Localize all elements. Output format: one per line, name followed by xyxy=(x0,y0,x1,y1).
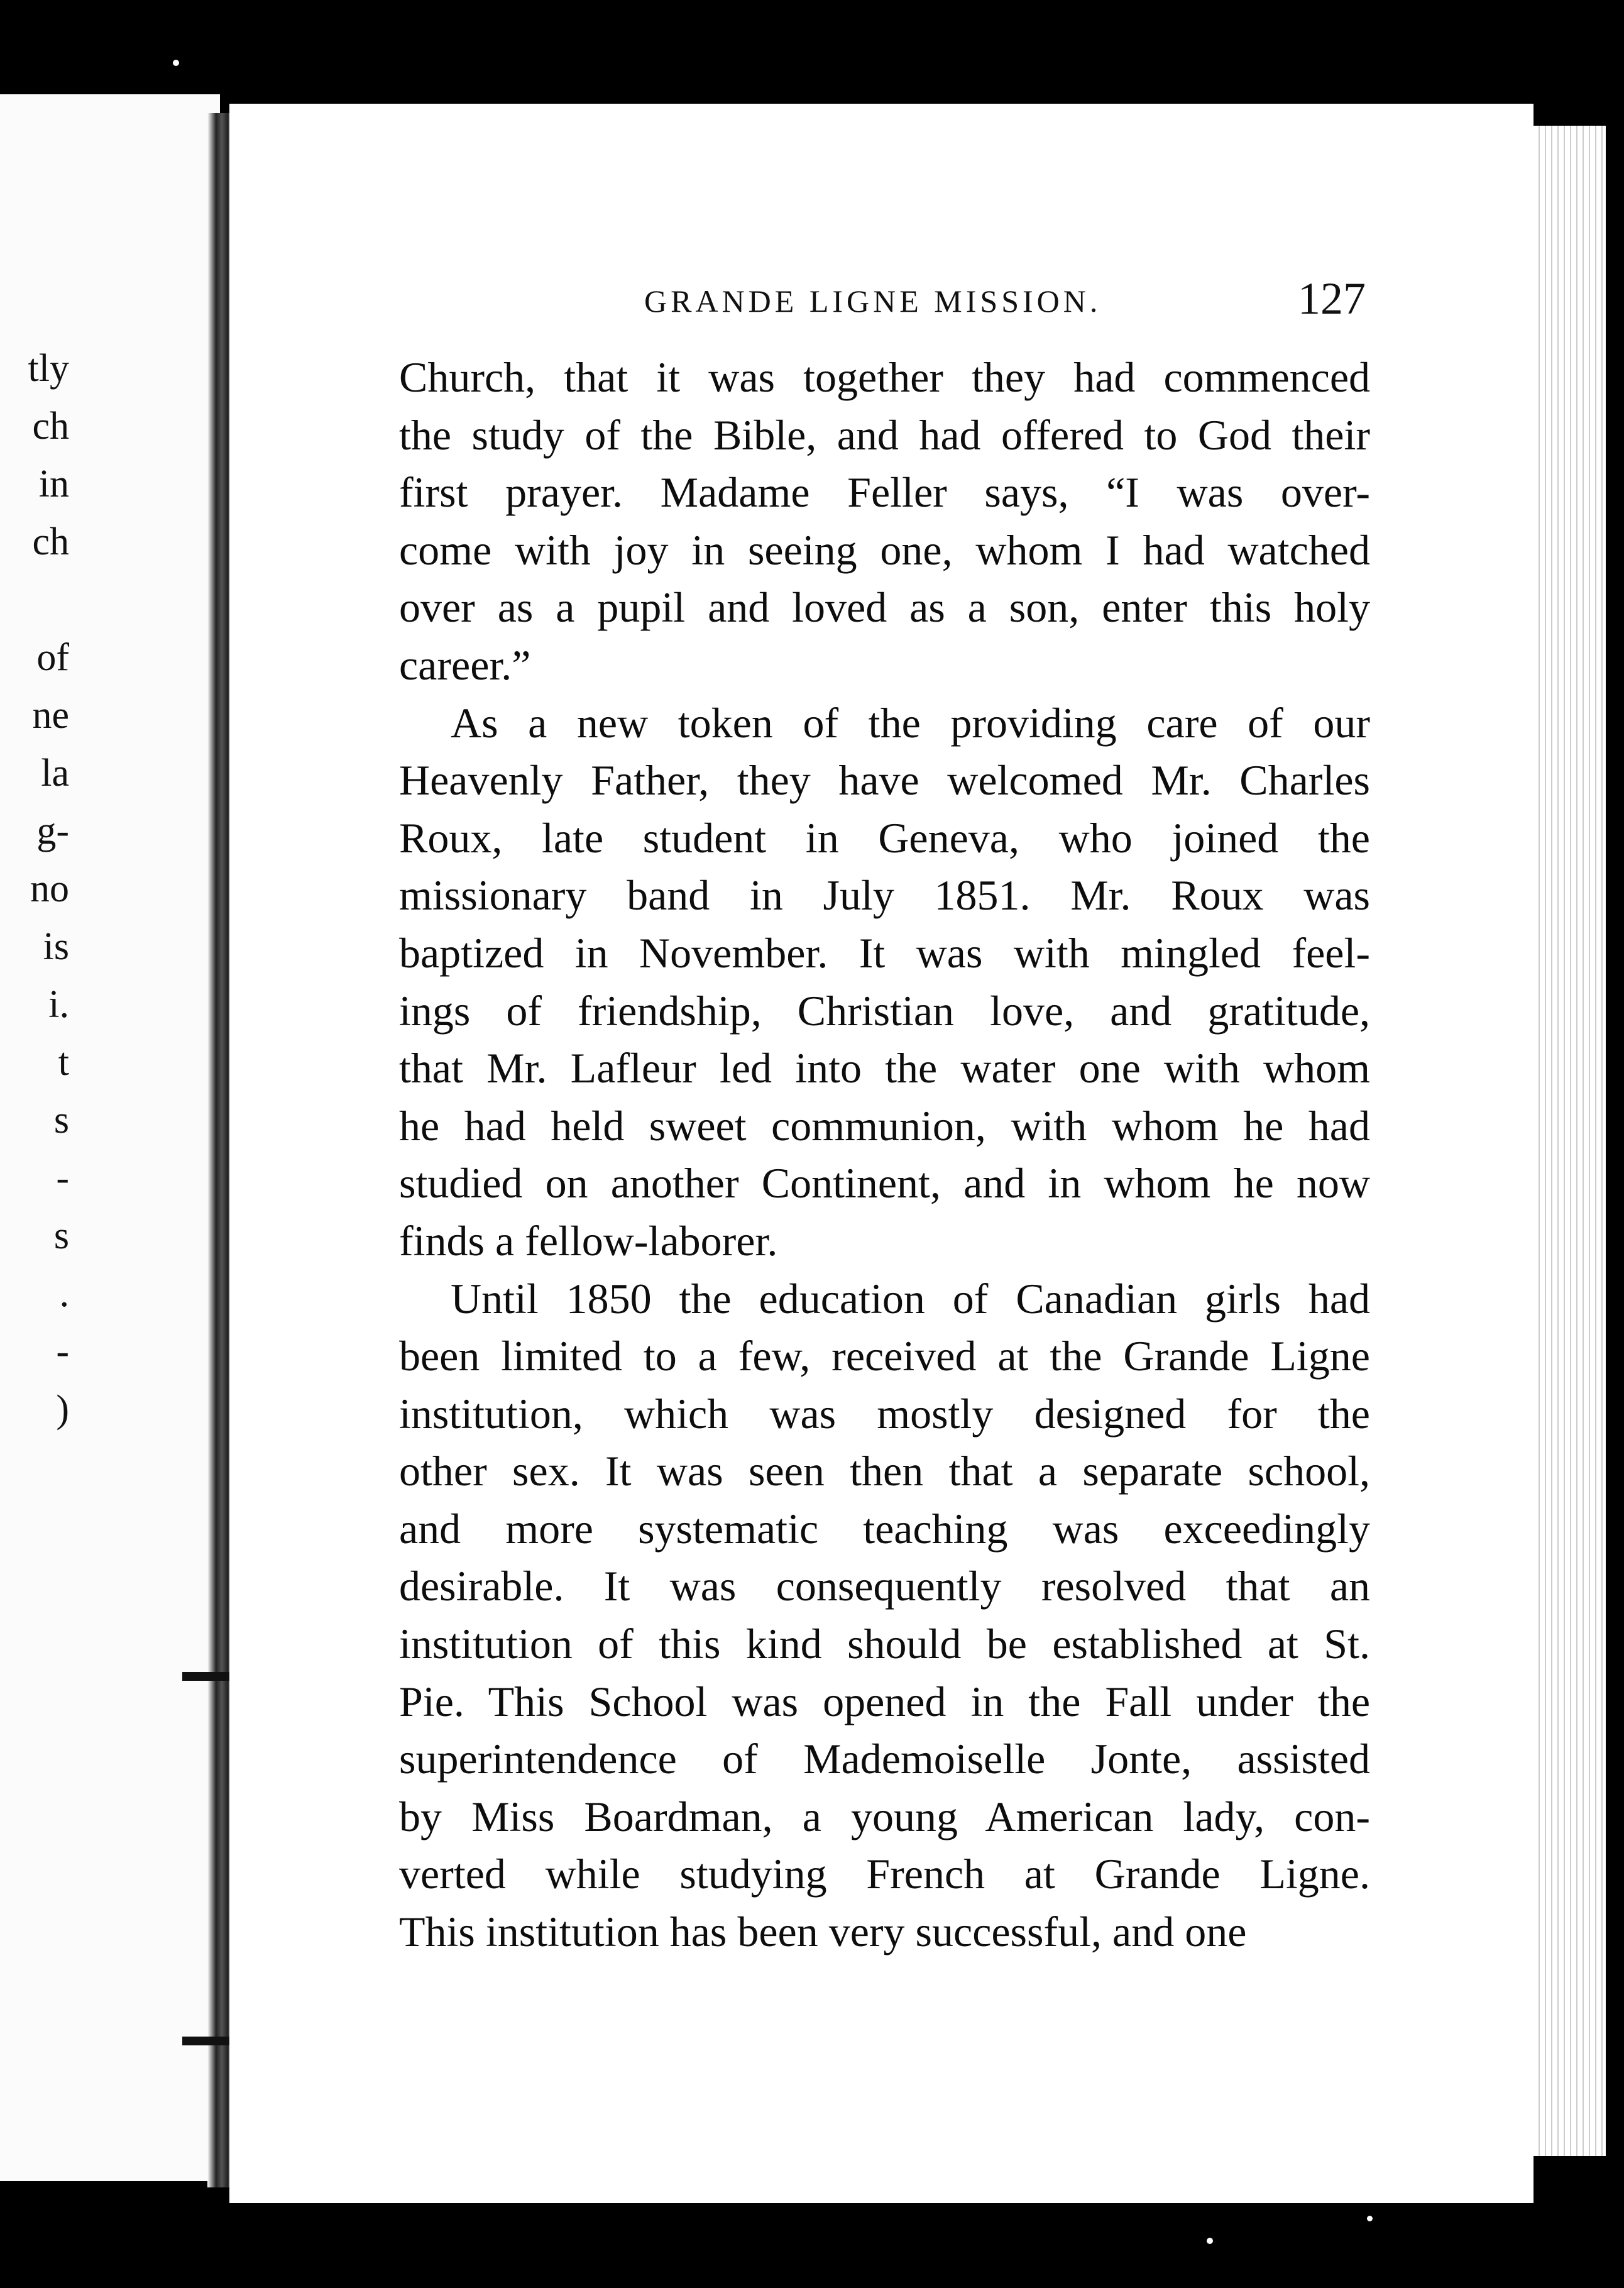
scan-speck xyxy=(1207,2238,1213,2244)
text-line: Until 1850 the education of Canadian girls had xyxy=(451,1274,1370,1323)
text-line: the study of the Bible, and had offered to God their xyxy=(399,410,1370,459)
text-line: This institution has been very successful, and one xyxy=(399,1908,1247,1956)
text-line: career.” xyxy=(399,641,531,689)
body-text xyxy=(399,349,1370,1961)
text-line: verted while studying French at Grande Ligne. xyxy=(399,1850,1370,1898)
facing-page-fragment: - xyxy=(56,1330,69,1373)
facing-page-fragment: s xyxy=(53,1099,69,1141)
text-line: and more systematic teaching was exceedingly xyxy=(399,1504,1370,1553)
text-line: over as a pupil and loved as a son, enter this holy xyxy=(399,583,1370,632)
text-line: that Mr. Lafleur led into the water one with whom xyxy=(399,1044,1370,1092)
facing-page-fragment: g- xyxy=(36,810,69,852)
page-header xyxy=(229,273,1533,333)
text-line: he had held sweet communion, with whom he had xyxy=(399,1101,1370,1150)
facing-page-fragment: - xyxy=(56,1157,69,1199)
facing-page-fragment: is xyxy=(43,925,69,968)
text-line: first prayer. Madame Feller says, “I was over- xyxy=(399,468,1370,517)
text-line: Church, that it was together they had commenced xyxy=(399,353,1370,401)
text-line: been limited to a few, received at the Grande Ligne xyxy=(399,1332,1370,1380)
paragraph xyxy=(399,1270,1370,1961)
paragraph xyxy=(399,349,1370,695)
paragraph xyxy=(399,695,1370,1270)
text-line: by Miss Boardman, a young American lady, con- xyxy=(399,1792,1370,1840)
facing-page-fragment: la xyxy=(41,752,69,795)
running-head: GRANDE LIGNE MISSION. xyxy=(644,283,1102,319)
facing-page-fragment: ) xyxy=(56,1388,69,1431)
text-line: institution of this kind should be established at St. xyxy=(399,1620,1370,1668)
text-line: studied on another Continent, and in whom he now xyxy=(399,1159,1370,1207)
facing-page-fragment: no xyxy=(30,867,69,910)
facing-page-fragment: . xyxy=(59,1272,69,1315)
text-line: As a new token of the providing care of our xyxy=(451,698,1370,747)
text-line: come with joy in seeing one, whom I had watched xyxy=(399,525,1370,574)
page-stack-edge xyxy=(1527,126,1606,2156)
page-number: 127 xyxy=(1298,273,1366,324)
facing-page-fragment xyxy=(0,571,69,629)
facing-page-fragment: tly xyxy=(28,347,69,390)
facing-page-text-fragments xyxy=(0,339,69,1438)
text-line: superintendence of Mademoiselle Jonte, assisted xyxy=(399,1735,1370,1783)
facing-page-fragment: ne xyxy=(32,694,69,737)
text-line: Pie. This School was opened in the Fall under the xyxy=(399,1677,1370,1725)
text-line: missionary band in July 1851. Mr. Roux was xyxy=(399,871,1370,920)
text-line: Roux, late student in Geneva, who joined the xyxy=(399,813,1370,862)
text-line: other sex. It was seen then that a separate school, xyxy=(399,1447,1370,1495)
text-line: Heavenly Father, they have welcomed Mr. Charles xyxy=(399,756,1370,805)
text-line: desirable. It was consequently resolved that an xyxy=(399,1562,1370,1610)
facing-page-fragment: in xyxy=(38,463,69,505)
text-line: finds a fellow-laborer. xyxy=(399,1216,778,1265)
scan-speck xyxy=(173,60,179,66)
scan-speck xyxy=(1367,2216,1373,2221)
facing-page-fragment: t xyxy=(58,1041,69,1084)
facing-page-fragment: s xyxy=(53,1214,69,1257)
text-line: baptized in November. It was with mingled feel- xyxy=(399,928,1370,977)
facing-page-fragment: i. xyxy=(48,983,69,1026)
book-page xyxy=(229,104,1533,2203)
text-line: institution, which was mostly designed for the xyxy=(399,1389,1370,1438)
facing-page-fragment: of xyxy=(36,636,69,679)
facing-page-fragment: ch xyxy=(32,405,69,448)
text-line: ings of friendship, Christian love, and gratitude, xyxy=(399,986,1370,1035)
facing-page-fragment: ch xyxy=(32,520,69,563)
